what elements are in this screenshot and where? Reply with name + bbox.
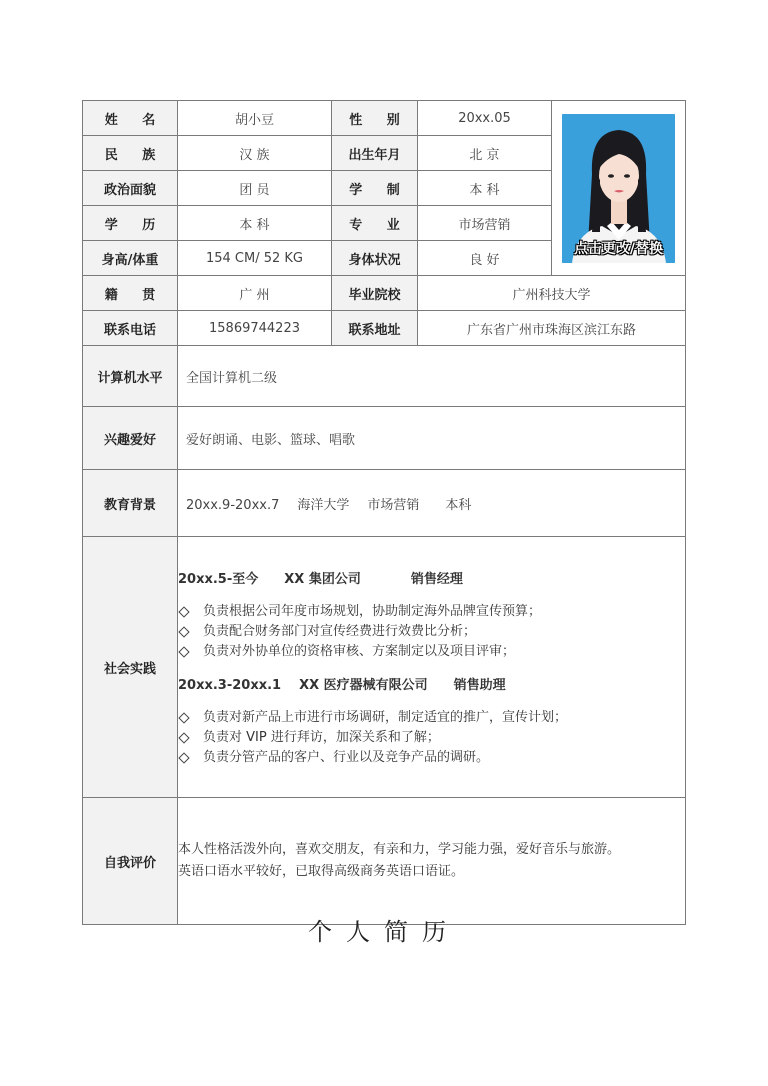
profile-photo[interactable] xyxy=(562,114,675,263)
duty-text: 负责根据公司年度市场规划，协助制定海外品牌宣传预算； xyxy=(203,604,542,619)
major-value[interactable]: 市场营销 xyxy=(418,206,552,241)
row-computer xyxy=(83,346,686,407)
phone-label: 联系电话 xyxy=(83,311,178,346)
row-hobbies xyxy=(83,407,686,470)
list-item xyxy=(178,602,685,622)
row-name xyxy=(83,101,686,136)
political-value[interactable]: 团 员 xyxy=(178,171,332,206)
job-2-header xyxy=(178,676,685,696)
practice-label: 社会实践 xyxy=(83,537,178,798)
ethnicity-value[interactable]: 汉 族 xyxy=(178,136,332,171)
education-bg-label: 教育背景 xyxy=(83,470,178,537)
schooling-value[interactable]: 本 科 xyxy=(418,171,552,206)
education-label: 学 历 xyxy=(83,206,178,241)
job-1-position: 销售经理 xyxy=(410,572,463,587)
address-label: 联系地址 xyxy=(332,311,418,346)
political-label: 政治面貌 xyxy=(83,171,178,206)
edu-major: 市场营销 xyxy=(367,497,420,513)
diamond-bullet-icon xyxy=(178,732,189,743)
job-1-period: 20xx.5-至今 xyxy=(178,572,259,587)
job-2-duties xyxy=(178,708,685,768)
job-2-position: 销售助理 xyxy=(453,678,506,693)
job-2-company: XX 医疗器械有限公司 xyxy=(299,678,428,693)
diamond-bullet-icon xyxy=(178,646,189,657)
height-weight-value[interactable]: 154 CM/ 52 KG xyxy=(178,241,332,276)
health-value[interactable]: 良 好 xyxy=(418,241,552,276)
computer-label: 计算机水平 xyxy=(83,346,178,407)
photo-change-caption[interactable]: 点击更改/替换 xyxy=(573,240,664,257)
education-value[interactable]: 本 科 xyxy=(178,206,332,241)
edu-degree: 本科 xyxy=(445,497,472,513)
height-weight-label: 身高/体重 xyxy=(83,241,178,276)
diamond-bullet-icon xyxy=(178,626,189,637)
birth-label: 出生年月 xyxy=(332,136,418,171)
hobbies-value[interactable]: 爱好朗诵、电影、篮球、唱歌 xyxy=(178,407,686,470)
self-eval-line-1: 本人性格活泼外向，喜欢交朋友，有亲和力，学习能力强，爱好音乐与旅游。 xyxy=(178,842,621,857)
ethnicity-label: 民 族 xyxy=(83,136,178,171)
job-1-duties xyxy=(178,602,685,662)
major-label: 专 业 xyxy=(332,206,418,241)
school-label: 毕业院校 xyxy=(332,276,418,311)
gender-label: 性 别 xyxy=(332,101,418,136)
row-education-bg xyxy=(83,470,686,537)
schooling-label: 学 制 xyxy=(332,171,418,206)
list-item xyxy=(178,728,685,748)
edu-school: 海洋大学 xyxy=(297,497,350,513)
hobbies-label: 兴趣爱好 xyxy=(83,407,178,470)
job-1-header xyxy=(178,570,685,590)
gender-value[interactable]: 20xx.05 xyxy=(418,101,552,136)
edu-period: 20xx.9-20xx.7 xyxy=(186,497,280,513)
diamond-bullet-icon xyxy=(178,712,189,723)
list-item xyxy=(178,708,685,728)
duty-text: 负责对 VIP 进行拜访，加深关系和了解； xyxy=(203,730,440,745)
resume-table xyxy=(82,100,686,925)
computer-value[interactable]: 全国计算机二级 xyxy=(178,346,686,407)
self-eval-label: 自我评价 xyxy=(83,798,178,925)
hometown-value[interactable]: 广 州 xyxy=(178,276,332,311)
row-practice xyxy=(83,537,686,798)
name-label: 姓 名 xyxy=(83,101,178,136)
education-bg-value[interactable] xyxy=(178,470,686,537)
row-contact xyxy=(83,311,686,346)
diamond-bullet-icon xyxy=(178,606,189,617)
self-eval-line-2: 英语口语水平较好，已取得高级商务英语口语证。 xyxy=(178,864,465,879)
photo-cell xyxy=(552,101,686,276)
duty-text: 负责对新产品上市进行市场调研，制定适宜的推广，宣传计划； xyxy=(203,710,568,725)
row-self-eval xyxy=(83,798,686,925)
self-eval-content[interactable] xyxy=(178,798,686,925)
health-label: 身体状况 xyxy=(332,241,418,276)
duty-text: 负责配合财务部门对宣传经费进行效费比分析； xyxy=(203,624,477,639)
duty-text: 负责分管产品的客户、行业以及竞争产品的调研。 xyxy=(203,750,490,765)
birth-value[interactable]: 北 京 xyxy=(418,136,552,171)
document-title: 个人简历 xyxy=(308,918,460,946)
duty-text: 负责对外协单位的资格审核、方案制定以及项目评审； xyxy=(203,644,516,659)
job-2-period: 20xx.3-20xx.1 xyxy=(178,678,282,693)
list-item xyxy=(178,622,685,642)
hometown-label: 籍 贯 xyxy=(83,276,178,311)
list-item xyxy=(178,748,685,768)
diamond-bullet-icon xyxy=(178,752,189,763)
practice-content[interactable] xyxy=(178,537,686,798)
phone-value[interactable]: 15869744223 xyxy=(178,311,332,346)
row-hometown xyxy=(83,276,686,311)
name-value[interactable]: 胡小豆 xyxy=(178,101,332,136)
list-item xyxy=(178,642,685,662)
school-value[interactable]: 广州科技大学 xyxy=(418,276,686,311)
job-1-company: XX 集团公司 xyxy=(284,572,361,587)
address-value[interactable]: 广东省广州市珠海区滨江东路 xyxy=(418,311,686,346)
